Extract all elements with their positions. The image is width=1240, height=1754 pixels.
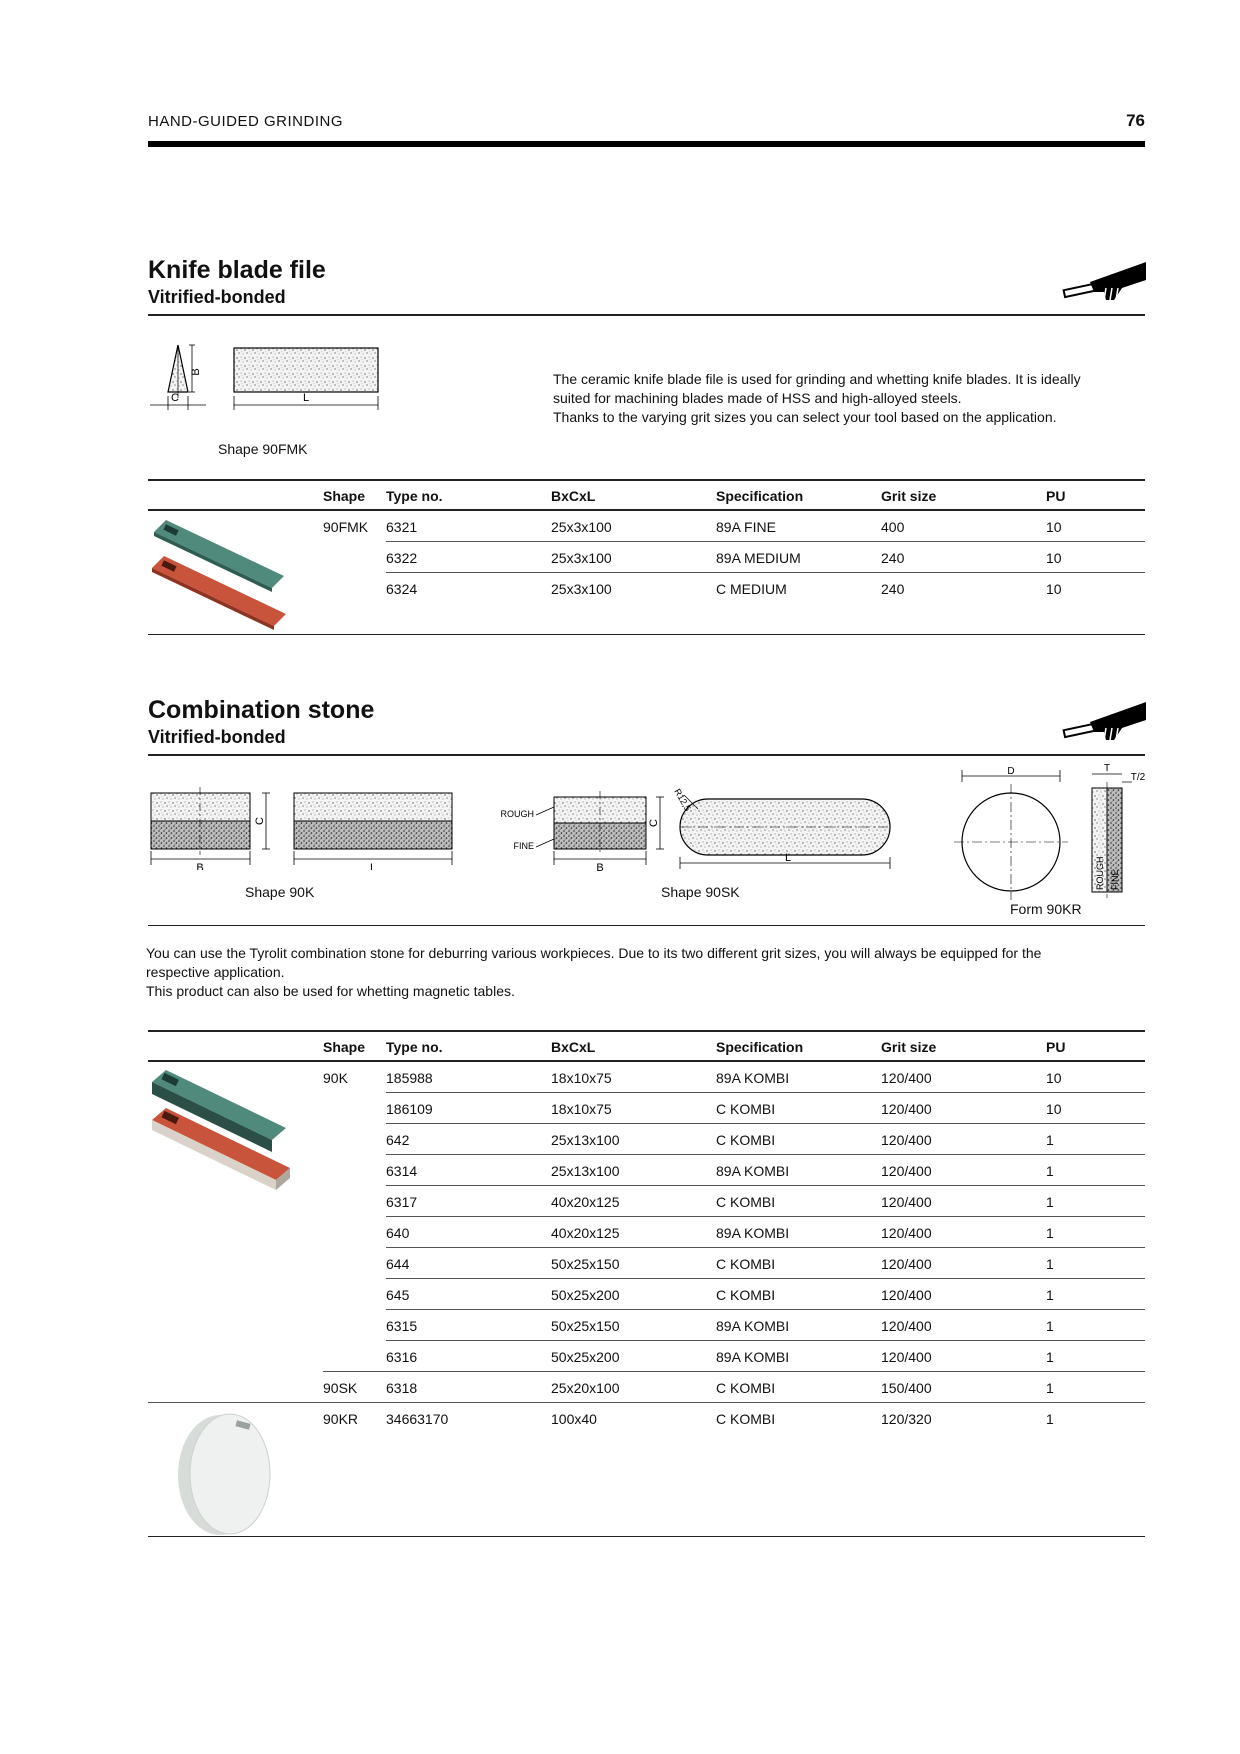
shape-caption-90kr: Form 90KR (1010, 901, 1082, 917)
table-cell: 50x25x150 (551, 1318, 620, 1334)
table-cell: 6315 (386, 1318, 418, 1334)
section-rule-combo (148, 754, 1145, 756)
row-divider (386, 1123, 1145, 1124)
svg-text:ROUGH: ROUGH (1095, 856, 1105, 890)
running-header: HAND-GUIDED GRINDING (148, 113, 344, 130)
table-cell: 89A KOMBI (716, 1070, 790, 1086)
dim-label-c: C (171, 392, 179, 404)
table-cell: C KOMBI (716, 1101, 776, 1117)
diagram-rule (148, 925, 1145, 926)
svg-text:D: D (1007, 766, 1015, 777)
table-cell: 1 (1046, 1132, 1054, 1148)
svg-text:L: L (784, 852, 792, 864)
row-divider (386, 1185, 1145, 1186)
diagram-90sk (498, 785, 898, 875)
svg-text:C: C (254, 817, 266, 825)
table-cell: 40x20x125 (551, 1194, 620, 1210)
table-cell: 185988 (386, 1070, 433, 1086)
svg-text:L: L (369, 862, 377, 870)
table-cell: 40x20x125 (551, 1225, 620, 1241)
row-divider (148, 1402, 1145, 1403)
table-cell: 18x10x75 (551, 1101, 612, 1117)
column-header-grit: Grit size (881, 1039, 937, 1055)
table-cell: 645 (386, 1287, 410, 1303)
column-header-type: Type no. (386, 488, 443, 504)
section-title-knife: Knife blade file (148, 256, 326, 284)
table-cell: 6317 (386, 1194, 418, 1210)
table-cell: C KOMBI (716, 1132, 776, 1148)
diagram-90k (148, 785, 463, 870)
section-subtitle-combo: Vitrified-bonded (148, 727, 286, 747)
table-cell: 120/400 (881, 1194, 932, 1210)
row-divider (386, 1278, 1145, 1279)
column-header-specification: Specification (716, 488, 804, 504)
table-cell: C KOMBI (716, 1380, 776, 1396)
table-cell: 150/400 (881, 1380, 932, 1396)
table-cell: 1 (1046, 1318, 1054, 1334)
table-cell: 120/400 (881, 1256, 932, 1272)
table-cell: 10 (1046, 1070, 1062, 1086)
table-cell: 89A KOMBI (716, 1349, 790, 1365)
column-header-pu: PU (1046, 1039, 1066, 1055)
hand-guided-icon (1060, 260, 1148, 310)
svg-text:FINE: FINE (513, 841, 534, 851)
table-cell: 6314 (386, 1163, 418, 1179)
svg-text:FINE: FINE (1110, 869, 1120, 890)
shape-caption-90sk: Shape 90SK (661, 884, 740, 900)
column-header-dimensions: BxCxL (551, 1039, 596, 1055)
page-number: 76 (1126, 111, 1145, 130)
table-cell: 50x25x200 (551, 1349, 620, 1365)
table-cell: 90K (323, 1070, 348, 1086)
row-divider (386, 1309, 1145, 1310)
table-cell: 120/320 (881, 1411, 932, 1427)
column-header-shape: Shape (323, 1039, 366, 1055)
table-cell: 50x25x200 (551, 1287, 620, 1303)
table-cell: 90KR (323, 1411, 359, 1427)
table-cell: 89A KOMBI (716, 1318, 790, 1334)
table-cell: 640 (386, 1225, 410, 1241)
svg-text:R12,5: R12,5 (672, 787, 693, 813)
svg-text:B: B (196, 862, 204, 870)
section-title-combo: Combination stone (148, 696, 375, 724)
dim-label-l: L (302, 392, 310, 404)
table-cell: C KOMBI (716, 1194, 776, 1210)
table-cell: 100x40 (551, 1411, 597, 1427)
header-rule (148, 141, 1145, 147)
column-header-shape: Shape (323, 488, 366, 504)
shape-caption-90fmk: Shape 90FMK (218, 441, 308, 457)
table-cell: 186109 (386, 1101, 433, 1117)
table-cell: 1 (1046, 1411, 1054, 1427)
svg-text:T/2: T/2 (1130, 772, 1146, 783)
table-cell: 644 (386, 1256, 410, 1272)
shape-caption-90k: Shape 90K (245, 884, 315, 900)
table-cell: 120/400 (881, 1070, 932, 1086)
table-cell: 1 (1046, 1349, 1054, 1365)
dim-label-b: B (190, 368, 202, 376)
table-cell: 6316 (386, 1349, 418, 1365)
table-cell: 34663170 (386, 1411, 449, 1427)
table-cell: 25x13x100 (551, 1132, 620, 1148)
table-cell: C KOMBI (716, 1411, 776, 1427)
column-header-pu: PU (1046, 488, 1066, 504)
combo-description: You can use the Tyrolit combination stone for deburring various workpieces. Due to its two different grit sizes, you will always be equipped for the respective application. This product can also be used for whetting magnetic tables. (146, 945, 1042, 999)
column-header-dimensions: BxCxL (551, 488, 596, 504)
svg-text:C: C (648, 819, 660, 827)
knife-description: The ceramic knife blade file is used for grinding and whetting knife blades. It is ideally suited for machining blades made of HSS and high-alloyed steels. Thanks to the varying grit sizes you can select your tool based on the application. (553, 371, 1081, 425)
diagram-90fmk (148, 340, 393, 425)
table-cell: 1 (1046, 1225, 1054, 1241)
svg-text:ROUGH: ROUGH (500, 809, 534, 819)
table-cell: 1 (1046, 1194, 1054, 1210)
table-cell: 50x25x150 (551, 1256, 620, 1272)
table-cell: 120/400 (881, 1318, 932, 1334)
row-divider (386, 1154, 1145, 1155)
table-cell: 120/400 (881, 1287, 932, 1303)
section-subtitle-knife: Vitrified-bonded (148, 287, 286, 307)
knife-product-table: Shape Type no. BxCxL Specification Grit size PU 90FMK 6321 25x3x100 89A FINE 400 10 6322 25x3x100 89A MEDIUM 240 10 6324 25x3x100 C MEDIUM 240 10 (148, 479, 1145, 636)
disc-stone-product-image (150, 1410, 300, 1540)
diagram-90kr (950, 762, 1150, 902)
table-cell: 120/400 (881, 1349, 932, 1365)
column-header-specification: Specification (716, 1039, 804, 1055)
row-divider (386, 1340, 1145, 1341)
table-cell: C KOMBI (716, 1287, 776, 1303)
table-cell: 1 (1046, 1287, 1054, 1303)
table-cell: 1 (1046, 1256, 1054, 1272)
row-divider (386, 1092, 1145, 1093)
column-header-grit: Grit size (881, 488, 937, 504)
table-cell: 642 (386, 1132, 410, 1148)
table-cell: 1 (1046, 1380, 1054, 1396)
table-cell: 120/400 (881, 1132, 932, 1148)
table-cell: 6318 (386, 1380, 418, 1396)
knife-file-product-image (146, 512, 286, 630)
table-cell: 25x20x100 (551, 1380, 620, 1396)
table-cell: 120/400 (881, 1101, 932, 1117)
table-cell: C KOMBI (716, 1256, 776, 1272)
table-cell: 18x10x75 (551, 1070, 612, 1086)
table-cell: 120/400 (881, 1225, 932, 1241)
column-header-type: Type no. (386, 1039, 443, 1055)
table-cell: 89A KOMBI (716, 1225, 790, 1241)
row-divider (323, 1371, 1145, 1372)
row-divider (386, 1247, 1145, 1248)
table-cell: 10 (1046, 1101, 1062, 1117)
combination-stone-product-image (146, 1066, 296, 1206)
table-cell: 25x13x100 (551, 1163, 620, 1179)
table-cell: 89A KOMBI (716, 1163, 790, 1179)
section-rule-knife (148, 314, 1145, 316)
svg-text:T: T (1103, 763, 1111, 774)
svg-text:B: B (596, 862, 604, 874)
row-divider (386, 1216, 1145, 1217)
table-cell: 120/400 (881, 1163, 932, 1179)
table-cell: 90SK (323, 1380, 358, 1396)
table-cell: 1 (1046, 1163, 1054, 1179)
hand-guided-icon (1060, 700, 1148, 750)
